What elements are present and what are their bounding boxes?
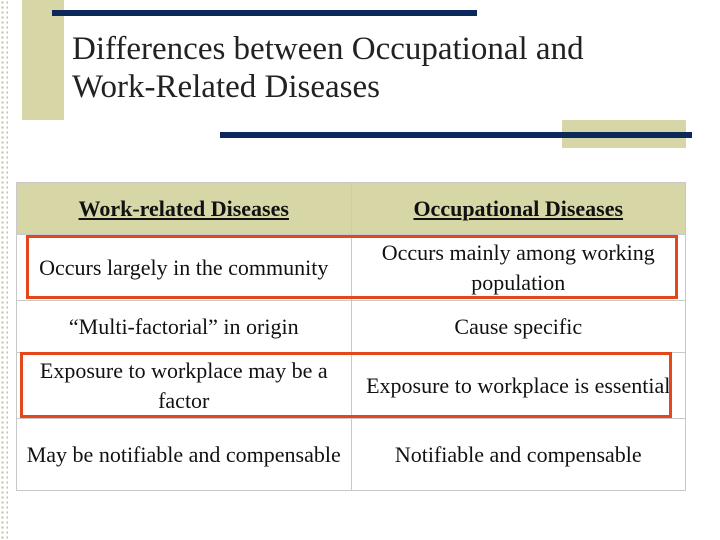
slide-title-line-1: Differences between Occupational and (72, 31, 584, 67)
table-cell: May be notifiable and compensable (17, 419, 352, 491)
comparison-table-container (16, 182, 686, 490)
highlight-box-row-1 (26, 235, 678, 299)
table-header-row (17, 183, 686, 235)
decorative-dot-border (0, 0, 8, 540)
highlight-box-row-3 (20, 352, 672, 418)
slide-title-line-2: Work-Related Diseases (72, 69, 380, 105)
decorative-navy-bar-bottom (220, 132, 692, 138)
slide-title (72, 30, 692, 106)
table-cell: Exposure to workplace may be a factor (17, 353, 352, 419)
table-cell: Cause specific (351, 301, 686, 353)
table-row (17, 419, 686, 491)
table-cell: Exposure to workplace is essential (351, 353, 686, 419)
decorative-navy-bar-top (52, 10, 477, 16)
table-cell: Occurs largely in the community (17, 235, 352, 301)
header-work-related: Work-related Diseases (17, 183, 352, 235)
table-cell: Notifiable and compensable (351, 419, 686, 491)
decorative-olive-block-top (22, 0, 64, 120)
header-occupational: Occupational Diseases (351, 183, 686, 235)
table-cell: Occurs mainly among working population (351, 235, 686, 301)
table-cell: “Multi-factorial” in origin (17, 301, 352, 353)
comparison-table (16, 182, 686, 491)
table-row (17, 301, 686, 353)
